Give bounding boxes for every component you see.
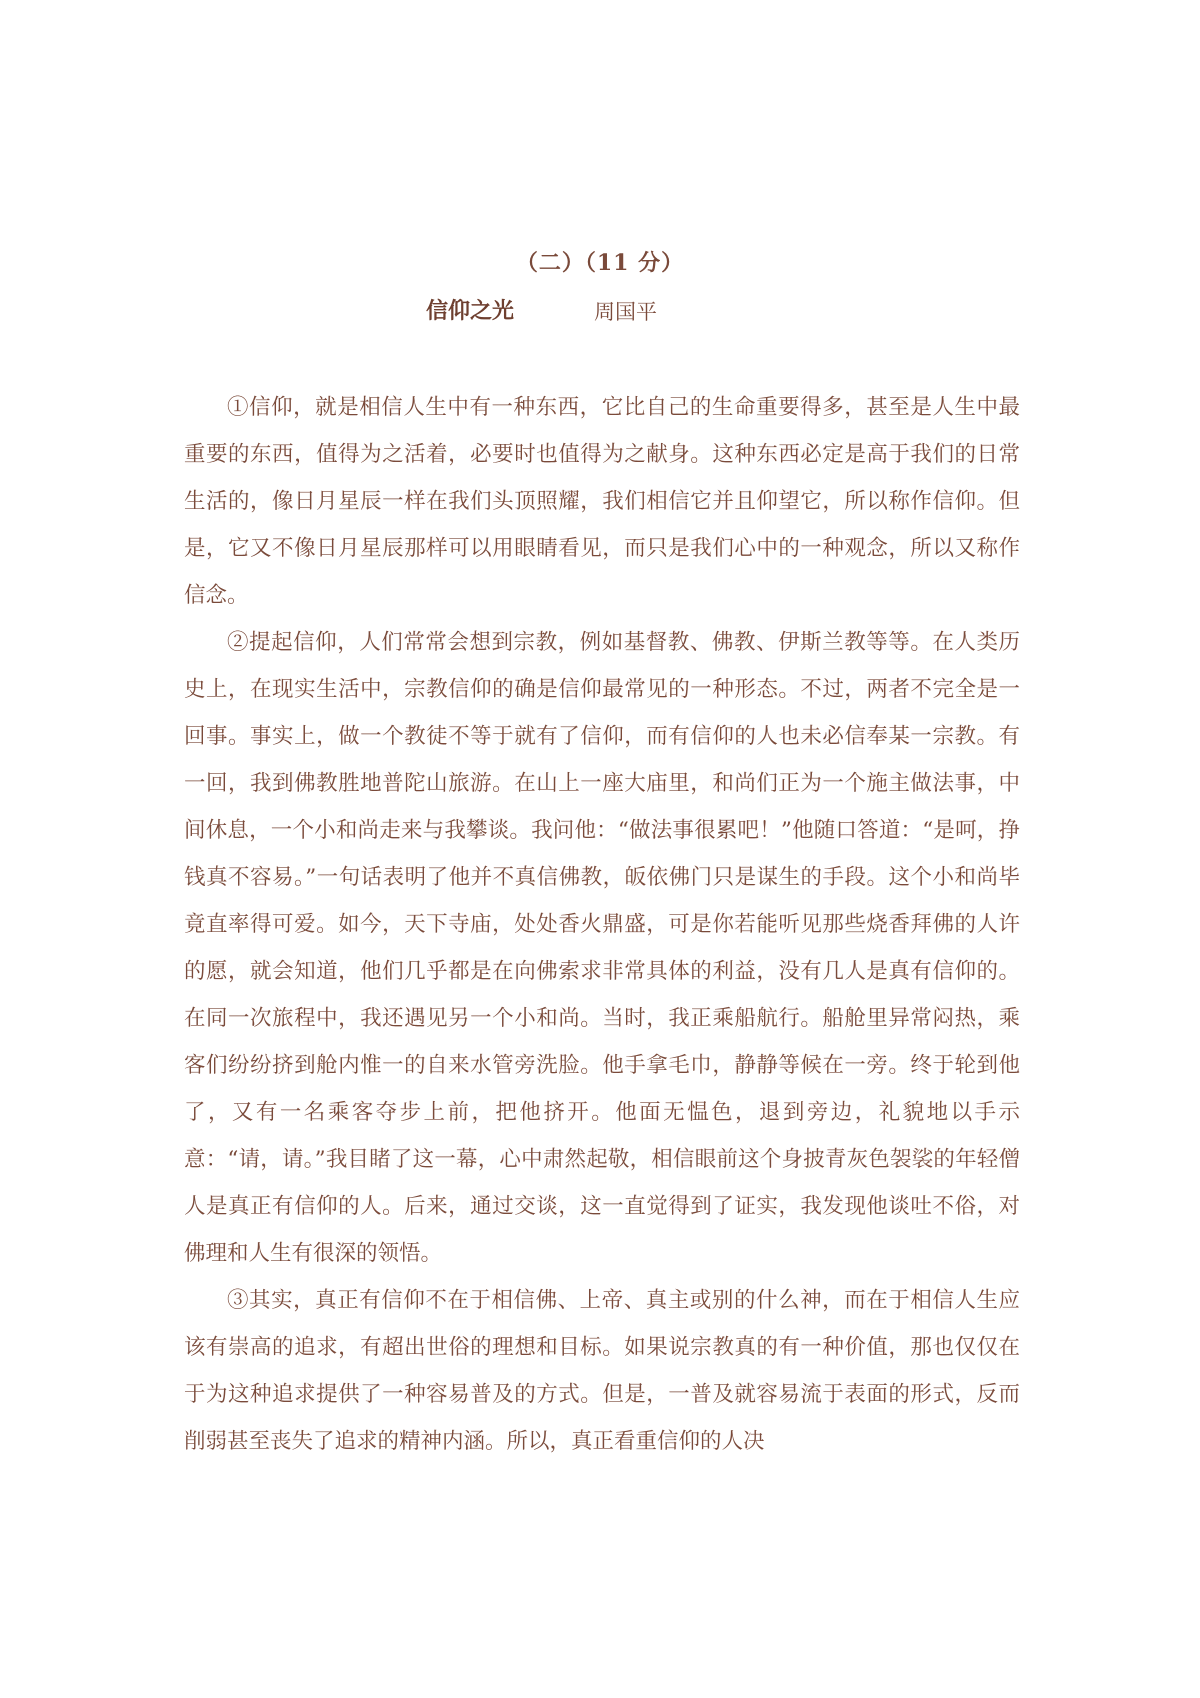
paragraph-2: ②提起信仰，人们常常会想到宗教，例如基督教、佛教、伊斯兰教等等。在人类历史上，在现实生活中，宗教信仰的确是信仰最常见的一种形态。不过，两者不完全是一回事。事实上，做一个教徒不等于就有了信仰，而有信仰的人也未必信奉某一宗教。有一回，我到佛教胜地普陀山旅游。在山上一座大庙里，和尚们正为一个施主做法事，中间休息，一个小和尚走来与我攀谈。我问他：“做法事很累吧！”他随口答道：“是呵，挣钱真不容易。”一句话表明了他并不真信佛教，皈依佛门只是谋生的手段。这个小和尚毕竟直率得可爱。如今，天下寺庙，处处香火鼎盛，可是你若能听见那些烧香拜佛的人许的愿，就会知道，他们几乎都是在向佛索求非常具体的利益，没有几人是真有信仰的。在同一次旅程中，我还遇见另一个小和尚。当时，我正乘船航行。船舱里异常闷热，乘客们纷纷挤到舱内惟一的自来水管旁洗脸。他手拿毛巾，静静等候在一旁。终于轮到他了，又有一名乘客夺步上前，把他挤开。他面无愠色，退到旁边，礼貌地以手示意：“请，请。”我目睹了这一幕，心中肃然起敬，相信眼前这个身披青灰色袈裟的年轻僧人是真正有信仰的人。后来，通过交谈，这一直觉得到了证实，我发现他谈吐不俗，对佛理和人生有很深的领悟。 — [184, 630, 1020, 1266]
article-author: 周国平 — [594, 300, 657, 324]
paragraph-1: ①信仰，就是相信人生中有一种东西，它比自己的生命重要得多，甚至是人生中最重要的东西，值得为之活着，必要时也值得为之献身。这种东西必定是高于我们的日常生活的，像日月星辰一样在我们头顶照耀，我们相信它并且仰望它，所以称作信仰。但是，它又不像日月星辰那样可以用眼睛看见，而只是我们心中的一种观念，所以又称作信念。 — [184, 395, 1020, 608]
section-heading: （二）（11 分） — [515, 250, 685, 276]
article-title: 信仰之光 — [426, 299, 515, 324]
paragraph-3: ③其实，真正有信仰不在于相信佛、上帝、真主或别的什么神，而在于相信人生应该有崇高的追求，有超出世俗的理想和目标。如果说宗教真的有一种价值，那也仅仅在于为这种追求提供了一种容易普及的方式。但是，一普及就容易流于表面的形式，反而削弱甚至丧失了追求的精神内涵。所以，真正看重信仰的人决 — [184, 1288, 1020, 1454]
title-line — [0, 295, 1200, 331]
article-body — [184, 384, 1020, 1465]
